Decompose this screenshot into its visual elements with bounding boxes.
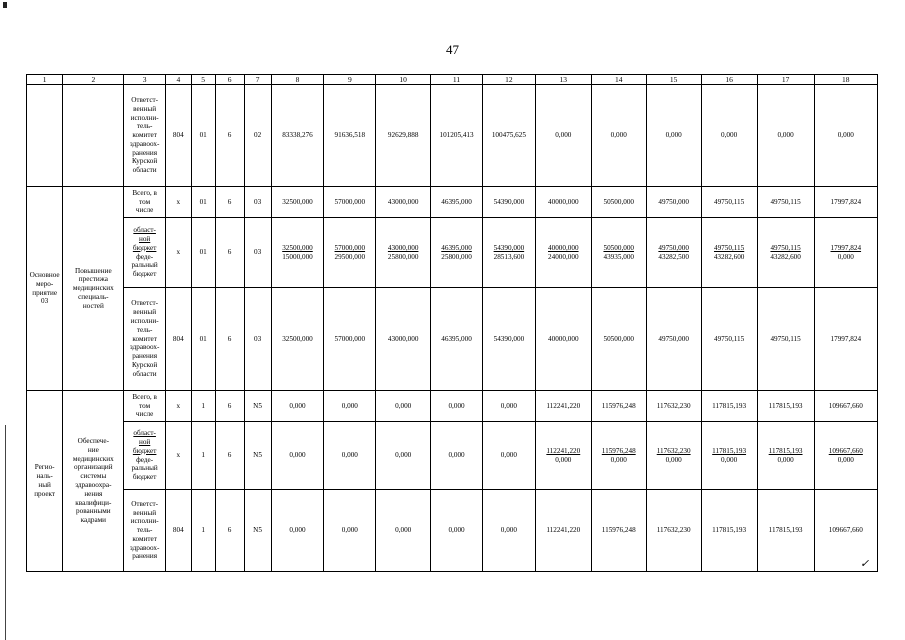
column-number: 12: [482, 75, 535, 85]
table-cell: 91636,518: [324, 85, 376, 187]
table-cell: 117815,193: [757, 391, 814, 422]
table-cell: 0,000: [324, 391, 376, 422]
event-name-label: Повышение престижа медицинских специаль- ностей: [63, 187, 124, 391]
federal-budget-value: 0,000: [837, 455, 854, 464]
table-cell: 01: [191, 218, 215, 288]
table-cell: 0,000: [271, 391, 324, 422]
table-row: [27, 490, 878, 572]
table-cell: 03: [244, 218, 271, 288]
table-row: [27, 288, 878, 391]
table-cell: 109667,660: [814, 490, 877, 572]
scan-corner-mark: [3, 2, 7, 8]
table-cell: 02: [244, 85, 271, 187]
table-cell: 109667,660: [814, 391, 877, 422]
budget-table: [26, 74, 878, 572]
regional-budget-value: 112241,220: [546, 446, 581, 455]
table-cell: 804: [165, 288, 191, 391]
event-type-label: Регио- наль- ный проект: [27, 391, 63, 572]
regional-budget-value: 115976,248: [601, 446, 636, 455]
table-cell-pair: [482, 218, 535, 288]
responsible-label: Ответст- венный исполни- тель- комитет здравоох- ранения: [124, 490, 165, 572]
table-cell-pair: [376, 218, 431, 288]
table-cell: 6: [215, 218, 244, 288]
check-mark: ✓: [860, 558, 870, 570]
table-cell: x: [165, 187, 191, 218]
regional-budget-value: 40000,000: [548, 243, 579, 252]
table-cell: 49750,000: [646, 288, 701, 391]
federal-budget-label: феде- ральный бюджет: [131, 455, 158, 482]
federal-budget-value: 0,000: [777, 455, 794, 464]
table-cell: 112241,220: [535, 391, 591, 422]
regional-budget-value: 50500,000: [603, 243, 635, 252]
table-cell: 40000,000: [535, 288, 591, 391]
table-row: [27, 85, 878, 187]
table-cell: 115976,248: [591, 391, 646, 422]
table-cell: 0,000: [431, 422, 483, 490]
regional-budget-value: 57000,000: [334, 243, 366, 252]
table-cell: 32500,000: [271, 187, 324, 218]
table-cell: 0,000: [376, 490, 431, 572]
table-cell: 804: [165, 85, 191, 187]
regional-budget-value: 117815,193: [712, 446, 747, 455]
federal-budget-value: 43935,000: [603, 252, 635, 261]
table-cell-pair: [271, 218, 324, 288]
table-cell-pair: [591, 422, 646, 490]
table-cell: 57000,000: [324, 187, 376, 218]
table-cell: 0,000: [376, 391, 431, 422]
table-cell: 54390,000: [482, 288, 535, 391]
table-cell: 0,000: [431, 391, 483, 422]
table-cell: 17997,824: [814, 187, 877, 218]
total-label: Всего, в том числе: [124, 391, 165, 422]
event-type-label: Основное меро- приятие 03: [27, 187, 63, 391]
table-cell: 49750,000: [646, 187, 701, 218]
regional-budget-value: 32500,000: [282, 243, 313, 252]
column-number: 14: [591, 75, 646, 85]
table-cell-empty: [63, 85, 124, 187]
column-number: 4: [165, 75, 191, 85]
column-number: 10: [376, 75, 431, 85]
federal-budget-value: 43282,500: [658, 252, 689, 261]
column-number: 13: [535, 75, 591, 85]
table-cell: 49750,115: [701, 187, 757, 218]
table-row: [27, 218, 878, 288]
table-cell: 804: [165, 490, 191, 572]
column-number: 11: [431, 75, 483, 85]
column-number: 6: [215, 75, 244, 85]
table-cell: 01: [191, 187, 215, 218]
table-cell: 83338,276: [271, 85, 324, 187]
regional-budget-value: 54390,000: [493, 243, 525, 252]
regional-budget-label: област- ной бюджет: [132, 226, 157, 252]
column-number: 1: [27, 75, 63, 85]
table-cell: 115976,248: [591, 490, 646, 572]
table-cell: 03: [244, 288, 271, 391]
table-cell: 117632,230: [646, 490, 701, 572]
table-cell: 32500,000: [271, 288, 324, 391]
federal-budget-value: 0,000: [837, 252, 854, 261]
table-cell-pair: [701, 422, 757, 490]
table-body: [27, 75, 878, 572]
table-cell: 92629,888: [376, 85, 431, 187]
federal-budget-value: 29500,000: [334, 252, 366, 261]
event-name-label: Обеспече- ние медицинских организаций системы здравоохра- нения квалифици- рованными кадрами: [63, 391, 124, 572]
table-cell: 40000,000: [535, 187, 591, 218]
table-cell: 49750,115: [757, 288, 814, 391]
table-cell: 6: [215, 490, 244, 572]
column-number: 15: [646, 75, 701, 85]
table-cell: 0,000: [814, 85, 877, 187]
table-cell: 50500,000: [591, 187, 646, 218]
table-cell: 46395,000: [431, 187, 483, 218]
federal-budget-value: 0,000: [721, 455, 738, 464]
column-number: 9: [324, 75, 376, 85]
table-cell: 0,000: [757, 85, 814, 187]
budget-label: [124, 422, 165, 490]
table-cell: N5: [244, 490, 271, 572]
responsible-label: Ответст- венный исполни- тель- комитет здравоох- ранения Курской области: [124, 288, 165, 391]
table-row: [27, 422, 878, 490]
federal-budget-value: 25800,000: [387, 252, 419, 261]
federal-budget-value: 0,000: [665, 455, 682, 464]
regional-budget-value: 17997,824: [830, 243, 862, 252]
table-cell: x: [165, 422, 191, 490]
table-cell: 117815,193: [701, 391, 757, 422]
column-number: 16: [701, 75, 757, 85]
table-cell: 6: [215, 391, 244, 422]
table-cell: N5: [244, 391, 271, 422]
table-cell: 117815,193: [701, 490, 757, 572]
table-cell: 17997,824: [814, 288, 877, 391]
federal-budget-value: 28513,600: [493, 252, 525, 261]
column-number: 2: [63, 75, 124, 85]
table-cell-pair: [814, 218, 877, 288]
table-row: [27, 391, 878, 422]
table-cell: 0,000: [535, 85, 591, 187]
table-cell: 101205,413: [431, 85, 483, 187]
federal-budget-value: 43282,600: [713, 252, 745, 261]
scan-margin-line: [5, 425, 6, 640]
table-cell-pair: [324, 218, 376, 288]
regional-budget-value: 43000,000: [387, 243, 419, 252]
table-cell: 0,000: [646, 85, 701, 187]
table-cell-pair: [646, 422, 701, 490]
table-cell: 6: [215, 85, 244, 187]
table-cell: x: [165, 218, 191, 288]
table-cell: 0,000: [271, 490, 324, 572]
responsible-label: Ответст- венный исполни- тель- комитет здравоох- ранения Курской области: [124, 85, 165, 187]
regional-budget-value: 109667,660: [828, 446, 863, 455]
table-cell-pair: [591, 218, 646, 288]
table-row: [27, 187, 878, 218]
table-cell: 0,000: [482, 422, 535, 490]
federal-budget-value: 0,000: [610, 455, 627, 464]
regional-budget-value: 117815,193: [768, 446, 803, 455]
table-cell-pair: [535, 422, 591, 490]
table-cell: 50500,000: [591, 288, 646, 391]
page-number: 47: [446, 42, 459, 57]
table-cell: 0,000: [482, 391, 535, 422]
table-cell: 100475,625: [482, 85, 535, 187]
table-cell: 0,000: [431, 490, 483, 572]
table-cell: 01: [191, 85, 215, 187]
column-number: 17: [757, 75, 814, 85]
table-cell: 54390,000: [482, 187, 535, 218]
table-cell: 0,000: [271, 422, 324, 490]
federal-budget-value: 0,000: [555, 455, 572, 464]
table-cell: 1: [191, 391, 215, 422]
table-cell-pair: [757, 218, 814, 288]
table-cell: 6: [215, 288, 244, 391]
table-cell: 46395,000: [431, 288, 483, 391]
federal-budget-value: 15000,000: [282, 252, 313, 261]
table-cell: N5: [244, 422, 271, 490]
table-cell: 01: [191, 288, 215, 391]
table-cell-pair: [701, 218, 757, 288]
table-cell: 6: [215, 422, 244, 490]
regional-budget-value: 46395,000: [441, 243, 472, 252]
column-number: 3: [124, 75, 165, 85]
regional-budget-label: област- ной бюджет: [132, 429, 157, 455]
table-cell: 57000,000: [324, 288, 376, 391]
column-number: 5: [191, 75, 215, 85]
table-cell: 1: [191, 422, 215, 490]
table-cell: 49750,115: [757, 187, 814, 218]
table-cell-empty: [27, 85, 63, 187]
table-cell-pair: [431, 218, 483, 288]
table-cell: 0,000: [324, 422, 376, 490]
regional-budget-value: 49750,115: [770, 243, 801, 252]
regional-budget-value: 49750,000: [658, 243, 689, 252]
regional-budget-value: 49750,115: [713, 243, 745, 252]
federal-budget-value: 24000,000: [548, 252, 579, 261]
column-number: 7: [244, 75, 271, 85]
table-cell: 0,000: [482, 490, 535, 572]
table-cell: 0,000: [376, 422, 431, 490]
table-cell: 1: [191, 490, 215, 572]
table-cell: 117632,230: [646, 391, 701, 422]
table-cell: x: [165, 391, 191, 422]
column-number: 18: [814, 75, 877, 85]
column-number: 8: [271, 75, 324, 85]
total-label: Всего, в том числе: [124, 187, 165, 218]
table-cell-pair: [646, 218, 701, 288]
table-cell: 112241,220: [535, 490, 591, 572]
table-cell: 117815,193: [757, 490, 814, 572]
table-cell-pair: [535, 218, 591, 288]
budget-label: [124, 218, 165, 288]
federal-budget-value: 43282,600: [770, 252, 801, 261]
table-cell: 43000,000: [376, 288, 431, 391]
table-cell: 43000,000: [376, 187, 431, 218]
table-cell: 03: [244, 187, 271, 218]
table-cell: 6: [215, 187, 244, 218]
regional-budget-value: 117632,230: [656, 446, 691, 455]
table-cell: 0,000: [591, 85, 646, 187]
table-cell: 0,000: [324, 490, 376, 572]
table-cell-pair: [814, 422, 877, 490]
federal-budget-label: феде- ральный бюджет: [131, 252, 158, 279]
table-cell-pair: [757, 422, 814, 490]
table-cell: 0,000: [701, 85, 757, 187]
header-row: [27, 75, 878, 85]
table-cell: 49750,115: [701, 288, 757, 391]
federal-budget-value: 25800,000: [441, 252, 472, 261]
